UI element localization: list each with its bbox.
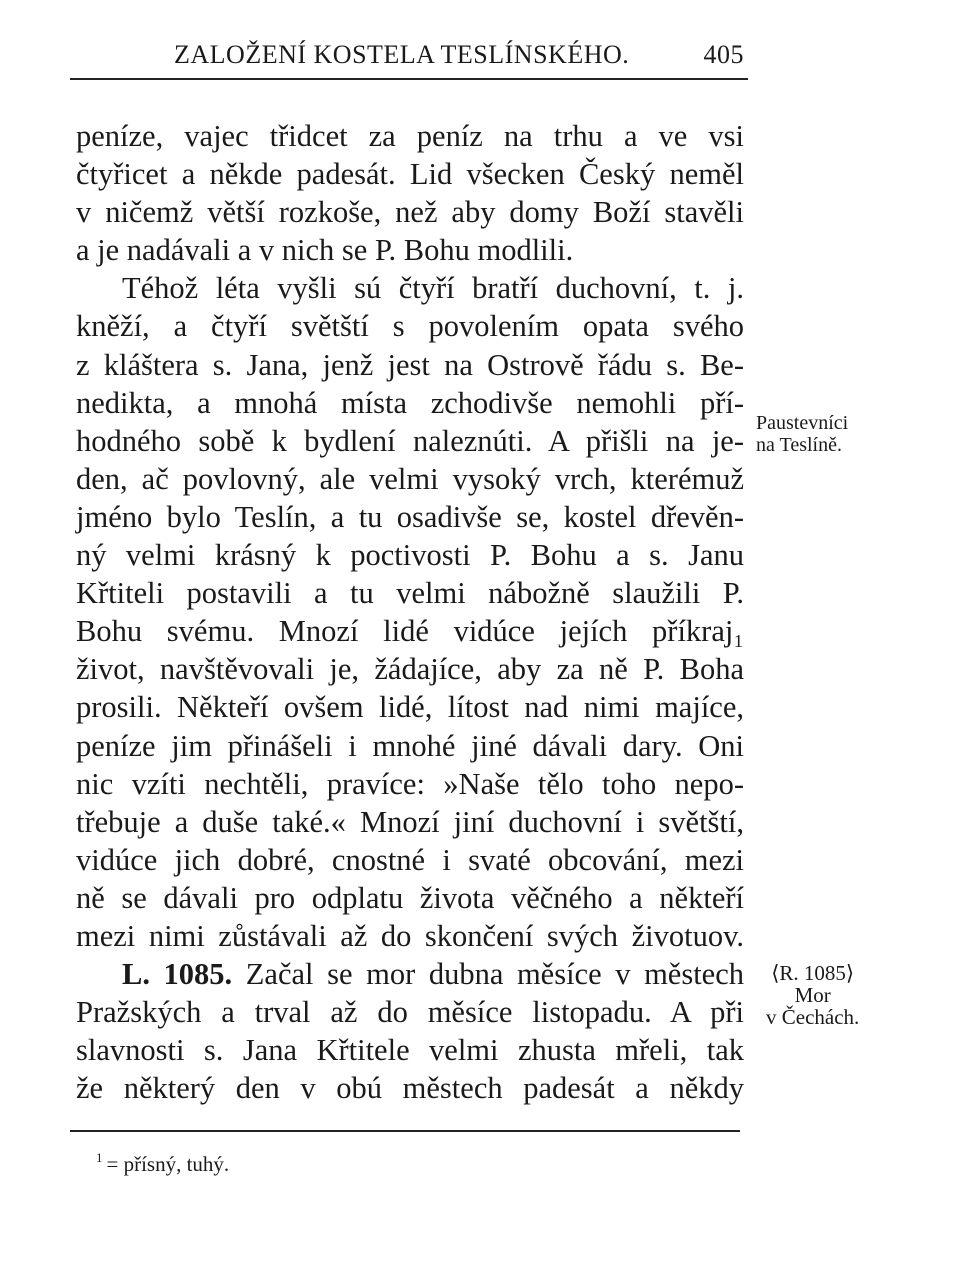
text-line: Bohu svému. Mnozí lidé vidúce jejích příkraj₁ xyxy=(76,614,744,649)
footnote-rule xyxy=(70,1130,740,1132)
footnote-text: = přísný, tuhý. xyxy=(106,1152,230,1176)
footnote xyxy=(96,1152,229,1177)
text-line: ně se dávali pro odplatu života věčného a někteří xyxy=(76,880,744,915)
margin-note-line: na Teslíně. xyxy=(756,434,842,456)
text-line: peníze jim přinášeli i mnohé jiné dávali dary. Oni xyxy=(76,728,744,763)
text-line: Téhož léta vyšli sú čtyří bratří duchovní, t. j. xyxy=(122,271,744,306)
text-line: jméno bylo Teslín, a tu osadivše se, kostel dřevěn- xyxy=(76,499,744,534)
running-title: ZALOŽENÍ KOSTELA TESLÍNSKÉHO. xyxy=(174,40,630,69)
text-line: nedikta, a mnohá místa zchodivše nemohli pří- xyxy=(76,385,744,420)
margin-note-line: Mor xyxy=(794,983,831,1007)
text-line: slavnosti s. Jana Křtitele velmi zhusta mřeli, tak xyxy=(76,1033,744,1068)
text-line: hodného sobě k bydlení naleznúti. A přišli na je- xyxy=(76,423,744,458)
margin-note-plague xyxy=(766,962,859,1028)
text-line: peníze, vajec třidcet za peníz na trhu a ve vsi xyxy=(76,119,744,153)
body-text xyxy=(76,117,744,1107)
margin-note-line: v Čechách. xyxy=(766,1005,860,1029)
margin-note-hermits xyxy=(756,412,848,456)
text-line: že některý den v obú městech padesát a někdy xyxy=(76,1071,744,1106)
text-line: kněží, a čtyří světští s povolením opata svého xyxy=(76,309,744,344)
page-number: 405 xyxy=(703,40,744,69)
margin-note-line: Paustevníci xyxy=(756,412,849,434)
year-entry-line xyxy=(76,955,744,993)
text-line: Pražských a trval až do měsíce listopadu. A při xyxy=(76,995,744,1030)
year-label: L. 1085. xyxy=(122,957,233,992)
year-entry-text: Začal se mor dubna měsíce v městech xyxy=(245,957,744,992)
header-rule xyxy=(70,78,748,80)
text-line: nic vzíti nechtěli, pravíce: »Naše tělo toho nepo- xyxy=(76,766,744,801)
text-line: den, ač povlovný, ale velmi vysoký vrch, kterémuž xyxy=(76,461,744,496)
text-line: čtyřicet a někde padesát. Lid všecken Český neměl xyxy=(76,157,744,192)
text-line: vidúce jich dobré, cnostné i svaté obcování, mezi xyxy=(76,842,744,877)
text-line: Křtiteli postavili a tu velmi nábožně slaužili P. xyxy=(76,576,744,611)
running-head xyxy=(174,40,744,80)
margin-year-note: ⟨R. 1085⟩ xyxy=(771,961,855,985)
text-line: v ničemž větší rozkoše, než aby domy Boží stavěli xyxy=(76,195,744,230)
text-line: třebuje a duše také.« Mnozí jiní duchovní i světští, xyxy=(76,804,744,839)
text-line: ný velmi krásný k poctivosti P. Bohu a s. Janu xyxy=(76,538,744,573)
text-line: z kláštera s. Jana, jenž jest na Ostrově řádu s. Be- xyxy=(76,347,744,382)
text-line: a je nadávali a v nich se P. Bohu modlili. xyxy=(76,233,574,268)
text-line: život, navštěvovali je, žádajíce, aby za ně P. Boha xyxy=(76,652,744,687)
footnote-marker: 1 xyxy=(96,1150,103,1165)
text-line: mezi nimi zůstávali až do skončení svých životuov. xyxy=(76,918,744,953)
text-line: prosili. Někteří ovšem lidé, lítost nad nimi majíce, xyxy=(76,690,744,725)
